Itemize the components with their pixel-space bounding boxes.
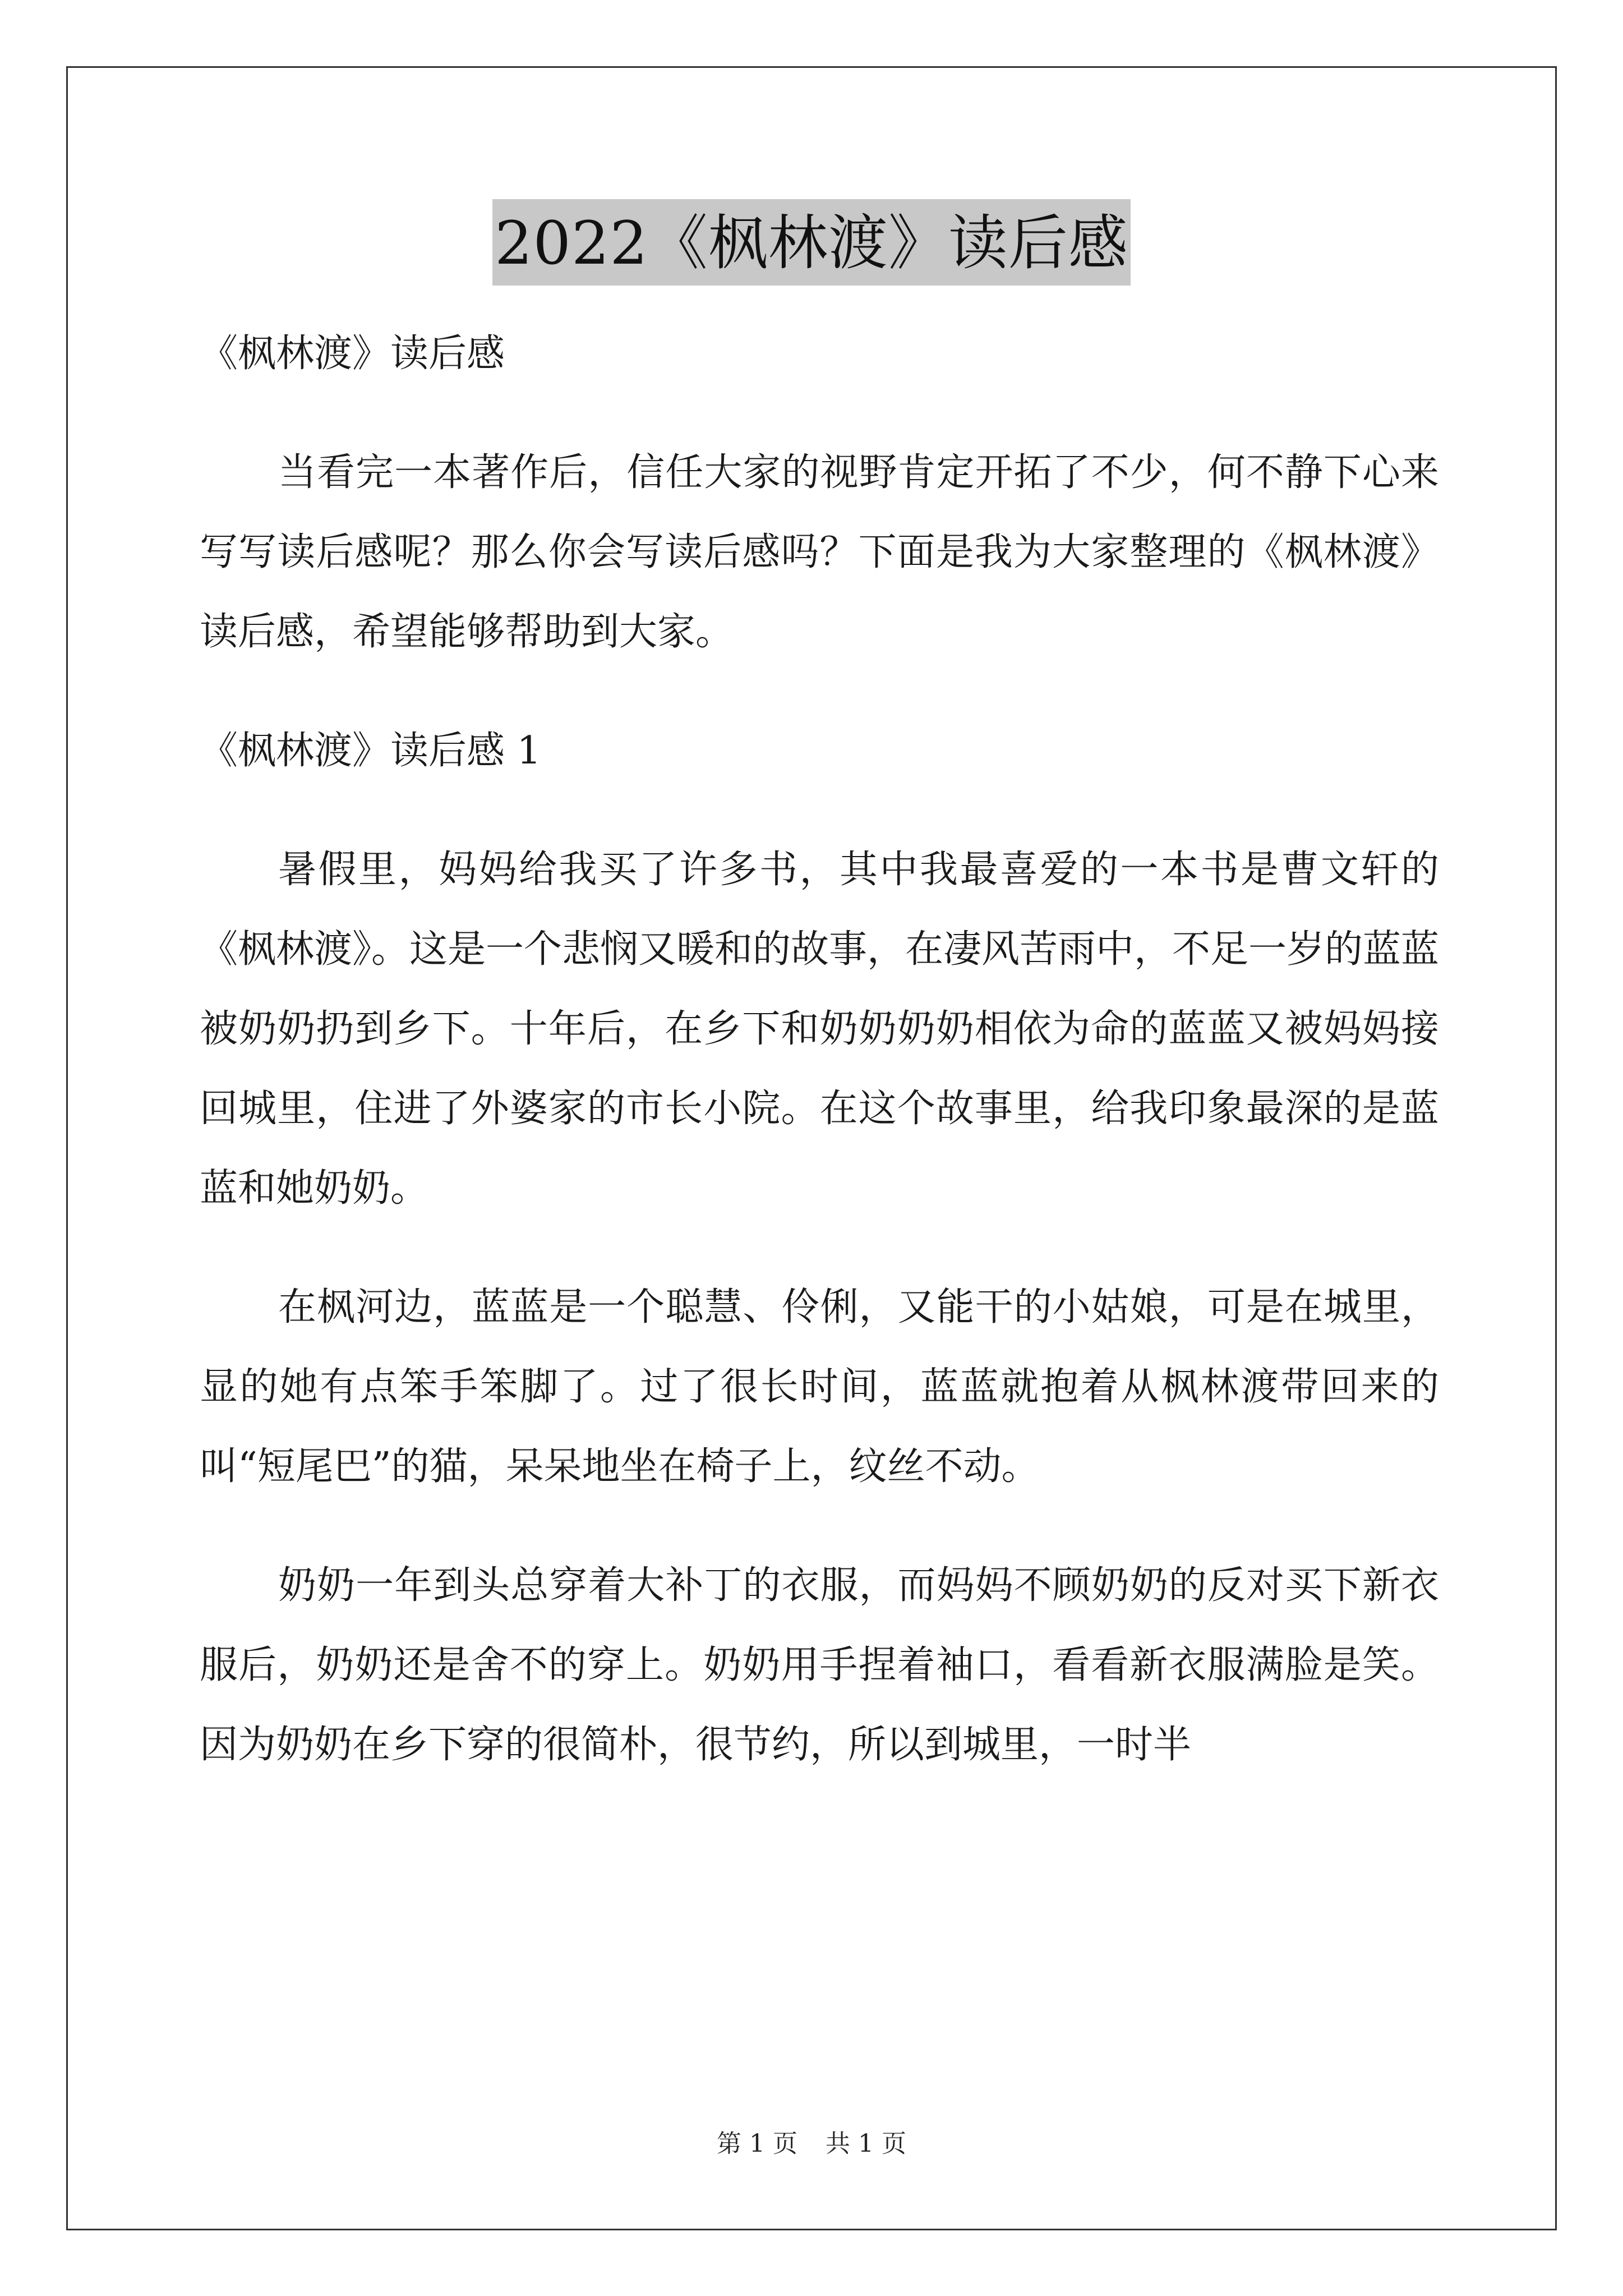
body-paragraph-1: 暑假里，妈妈给我买了许多书，其中我最喜爱的一本书是曹文轩的《枫林渡》。这是一个悲悯又暖和的故事，在凄风苦雨中，不足一岁的蓝蓝被奶奶扔到乡下。十年后，在乡下和奶奶奶奶相依为命的蓝蓝又被妈妈接回城里，住进了外婆家的市长小院。在这个故事里，给我印象最深的是蓝蓝和她奶奶。: [200, 848, 1440, 1211]
page-total: 共 1 页: [826, 2129, 906, 2158]
page-number: 第 1 页: [717, 2129, 797, 2158]
section-heading: 《枫林渡》读后感 1: [200, 729, 541, 773]
document-title: 2022《枫林渡》读后感: [492, 199, 1131, 286]
body-paragraph-3: 奶奶一年到头总穿着大补丁的衣服，而妈妈不顾奶奶的反对买下新衣服后，奶奶还是舍不的穿上。奶奶用手捏着袖口，看看新衣服满脸是笑。因为奶奶在乡下穿的很简朴，很节约，所以到城里，一时半: [200, 1563, 1439, 1767]
intro-paragraph: 当看完一本著作后，信任大家的视野肯定开拓了不少，何不静下心来写写读后感呢？那么你会写读后感吗？下面是我为大家整理的《枫林渡》读后感，希望能够帮助到大家。: [200, 450, 1439, 654]
body-paragraph-2: 在枫河边，蓝蓝是一个聪慧、伶俐，又能干的小姑娘，可是在城里，显的她有点笨手笨脚了。过了很长时间，蓝蓝就抱着从枫林渡带回来的叫“短尾巴”的猫，呆呆地坐在椅子上，纹丝不动。: [200, 1285, 1439, 1489]
document-body: [200, 314, 1439, 1785]
title-container: [0, 199, 1623, 286]
page-footer: [0, 2127, 1623, 2161]
document-subtitle: 《枫林渡》读后感: [200, 332, 505, 376]
